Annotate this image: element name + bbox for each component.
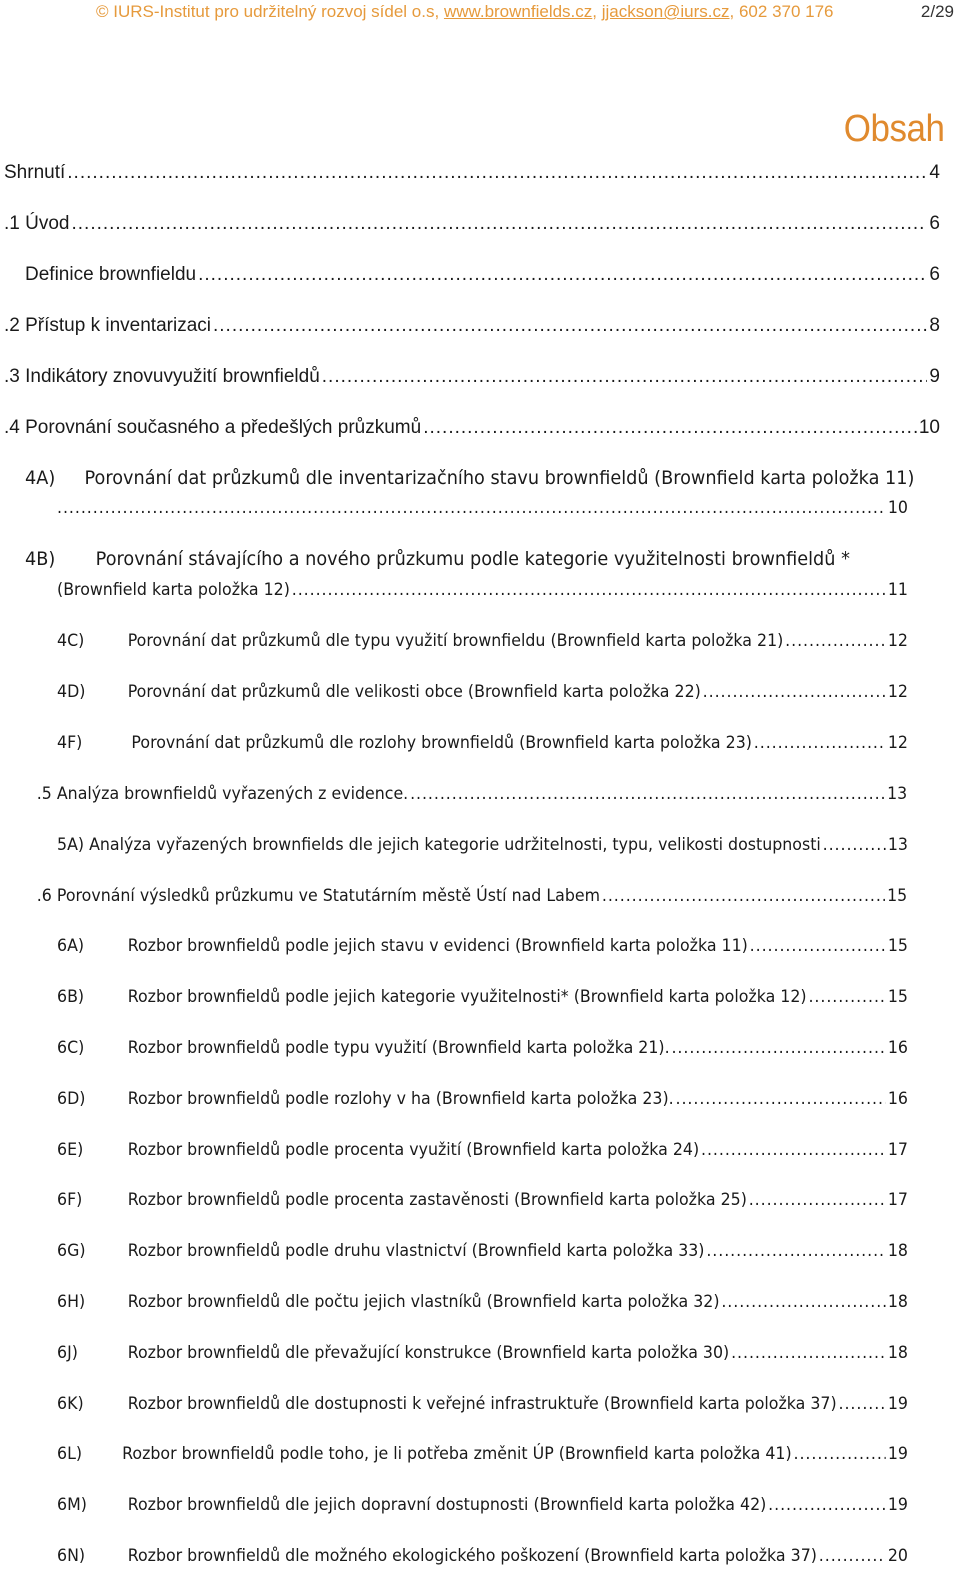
toc-entry[interactable] — [4, 415, 940, 443]
toc-entry-page: 10 — [887, 498, 908, 518]
toc-entry-code: 6N) — [57, 1546, 86, 1566]
toc-entry-page: 12 — [887, 631, 908, 651]
toc-entry-page: 4 — [929, 162, 940, 183]
toc-leader — [71, 211, 927, 237]
toc-leader — [750, 933, 886, 959]
toc-entry-page: 19 — [887, 1495, 908, 1515]
toc-entry-page: 6 — [929, 213, 940, 234]
toc-entry-code: 6F) — [57, 1190, 83, 1210]
toc-entry-page: 12 — [887, 733, 908, 753]
toc-leader — [703, 679, 886, 705]
toc-entry[interactable] — [57, 1238, 908, 1266]
toc-entry-text: .2 Přístup k inventarizaci — [4, 315, 211, 336]
toc-entry-text: .3 Indikátory znovuvyužití brownfieldů — [4, 366, 320, 387]
toc-entry-page: 8 — [929, 315, 940, 336]
toc-leader — [706, 1238, 886, 1264]
toc-entry-code: 4B) — [25, 548, 56, 570]
toc-entry-code: 4C) — [57, 631, 85, 651]
toc-entry-text: Rozbor brownfieldů podle typu využití (Brownfield karta položka 21). — [127, 1038, 670, 1058]
toc-leader — [793, 1441, 885, 1467]
toc-entry-text: 5A) Analýza vyřazených brownfields dle jejich kategorie udržitelnosti, typu, velikosti dostupnosti — [57, 835, 821, 855]
toc-entry[interactable] — [4, 160, 940, 188]
toc-entry-code: 6A) — [57, 936, 85, 956]
toc-entry-page: 18 — [887, 1343, 908, 1363]
toc-entry-page: 13 — [887, 784, 908, 804]
toc-entry[interactable] — [4, 364, 940, 392]
toc-entry-page: 15 — [887, 987, 908, 1007]
toc-entry-text: Rozbor brownfieldů podle toho, je li potřeba změnit ÚP (Brownfield karta položka 41) — [122, 1444, 792, 1464]
toc-leader — [701, 1137, 886, 1163]
toc-entry-code: 6G) — [57, 1241, 86, 1261]
toc-entry[interactable] — [57, 984, 908, 1012]
toc-leader — [198, 262, 927, 288]
toc-leader — [731, 1340, 886, 1366]
toc-entry-page: 17 — [887, 1190, 908, 1210]
page-header — [0, 0, 960, 28]
toc-entry-4b-line2[interactable] — [57, 577, 908, 605]
toc-entry-code: 6L) — [57, 1444, 83, 1464]
toc-entry[interactable] — [25, 262, 940, 290]
toc-entry-page: 12 — [887, 682, 908, 702]
toc-entry-code: 6K) — [57, 1394, 84, 1414]
toc-leader — [292, 577, 886, 603]
toc-entry-text: Porovnání dat průzkumů dle rozlohy brownfieldů (Brownfield karta položka 23) — [131, 733, 752, 753]
toc-entry-code: 6E) — [57, 1140, 84, 1160]
toc-entry[interactable] — [57, 679, 908, 707]
toc-leader — [823, 832, 886, 858]
toc-leader — [819, 1543, 886, 1569]
header-info: © IURS-Institut pro udržitelný rozvoj sídel o.s, www.brownfields.cz, jjackson@iurs.cz, 602 370 176 — [96, 2, 834, 21]
toc-entry-code: 6C) — [57, 1038, 85, 1058]
toc-entry[interactable] — [37, 883, 907, 911]
toc-entry[interactable] — [57, 1086, 908, 1114]
toc-entry-text: Rozbor brownfieldů dle počtu jejich vlastníků (Brownfield karta položka 32) — [127, 1292, 720, 1312]
toc-leader — [423, 415, 917, 441]
toc-entry-text: Rozbor brownfieldů podle procenta využití (Brownfield karta položka 24) — [127, 1140, 700, 1160]
toc-entry-code: 6H) — [57, 1292, 86, 1312]
toc-leader — [839, 1391, 886, 1417]
toc-leader — [671, 1035, 886, 1061]
copyright-text: © IURS-Institut pro udržitelný rozvoj sídel o.s, — [96, 2, 440, 21]
toc-entry-text: Rozbor brownfieldů podle procenta zastavěnosti (Brownfield karta položka 25) — [127, 1190, 747, 1210]
toc-leader — [67, 160, 927, 186]
toc-entry-code: 4A) — [25, 467, 56, 489]
toc-entry-code: 6B) — [57, 987, 85, 1007]
toc-entry-code: 6D) — [57, 1089, 86, 1109]
toc-entry-page: 15 — [887, 936, 908, 956]
toc-entry-text: .5 Analýza brownfieldů vyřazených z evidence. — [36, 784, 409, 804]
toc-entry-page: 16 — [887, 1038, 908, 1058]
toc-entry[interactable] — [57, 832, 908, 860]
toc-entry-text: Shrnutí — [4, 162, 66, 183]
toc-entry[interactable] — [57, 1187, 908, 1215]
toc-entry[interactable] — [57, 1391, 908, 1419]
toc-leader — [785, 628, 886, 654]
toc-entry-text: Porovnání dat průzkumů dle velikosti obce (Brownfield karta položka 22) — [127, 682, 701, 702]
toc-entry[interactable] — [57, 1441, 908, 1469]
toc-entry-page: 15 — [887, 886, 908, 906]
toc-entry-page: 20 — [887, 1546, 908, 1566]
toc-entry-code: 4D) — [57, 682, 86, 702]
toc-entry-text: Definice brownfieldu — [25, 264, 197, 285]
toc-entry-page: 13 — [887, 835, 908, 855]
site-link[interactable]: www.brownfields.cz — [443, 2, 593, 21]
page-indicator: 2/29 — [920, 2, 954, 21]
toc-entry-text: .1 Úvod — [4, 213, 70, 234]
toc-entry-text: Rozbor brownfieldů podle druhu vlastnictví (Brownfield karta položka 33) — [127, 1241, 705, 1261]
toc-entry-text: Porovnání dat průzkumů dle typu využití brownfieldu (Brownfield karta položka 21) — [127, 631, 784, 651]
toc-entry-text: Rozbor brownfieldů dle převažující konstrukce (Brownfield karta položka 30) — [127, 1343, 730, 1363]
toc-leader — [676, 1086, 886, 1112]
toc-entry-code: 6M) — [57, 1495, 87, 1515]
toc-entry-page: 16 — [887, 1089, 908, 1109]
toc-entry-page: 19 — [887, 1394, 908, 1414]
toc-entry[interactable] — [57, 730, 908, 758]
toc-entry-page: 9 — [929, 366, 940, 387]
toc-entry-page: 10 — [918, 417, 940, 438]
toc-entry[interactable] — [4, 313, 940, 341]
toc-entry-text-continued: (Brownfield karta položka 12) — [57, 580, 290, 600]
toc-entry-4a-line2[interactable] — [57, 495, 908, 523]
toc-entry-text: .6 Porovnání výsledků průzkumu ve Statutárním městě Ústí nad Labem — [36, 886, 601, 906]
toc-entry-text: Porovnání dat průzkumů dle inventarizačního stavu brownfieldů (Brownfield karta položka 11) — [84, 467, 915, 489]
toc-entry-code: 4F) — [57, 733, 83, 753]
toc-entry[interactable] — [57, 1492, 908, 1520]
toc-entry-4b-line1[interactable] — [25, 546, 850, 572]
toc-entry[interactable] — [57, 1543, 908, 1571]
toc-entry[interactable] — [57, 1137, 908, 1165]
toc-leader — [721, 1289, 886, 1315]
toc-entry-code: 6J) — [57, 1343, 78, 1363]
toc-entry-text: Rozbor brownfieldů dle jejich dopravní dostupnosti (Brownfield karta položka 42) — [127, 1495, 767, 1515]
toc-leader — [57, 495, 886, 521]
toc-entry-page: 6 — [929, 264, 940, 285]
toc-entry-text: Rozbor brownfieldů dle možného ekologického poškození (Brownfield karta položka 37) — [127, 1546, 817, 1566]
toc-entry-text: Rozbor brownfieldů podle rozlohy v ha (Brownfield karta položka 23). — [127, 1089, 674, 1109]
toc-entry[interactable] — [57, 1035, 908, 1063]
toc-entry-page: 19 — [887, 1444, 908, 1464]
toc-entry[interactable] — [57, 1340, 908, 1368]
toc-entry-text: Porovnání stávajícího a nového průzkumu podle kategorie využitelnosti brownfieldů * — [95, 548, 850, 570]
toc-entry-text: .4 Porovnání současného a předešlých průzkumů — [4, 417, 422, 438]
email-link[interactable]: jjackson@iurs.cz — [601, 2, 730, 21]
toc-entry[interactable] — [4, 211, 940, 239]
toc-entry-page: 11 — [887, 580, 908, 600]
toc-leader — [768, 1492, 886, 1518]
toc-leader — [602, 883, 885, 909]
toc-entry-page: 18 — [887, 1241, 908, 1261]
toc-leader — [808, 984, 886, 1010]
toc-leader — [213, 313, 927, 339]
toc-entry[interactable] — [57, 933, 908, 961]
toc-entry-text: Rozbor brownfieldů podle jejich stavu v evidenci (Brownfield karta položka 11) — [127, 936, 748, 956]
toc-entry[interactable] — [57, 1289, 908, 1317]
toc-leader — [410, 781, 885, 807]
toc-entry[interactable] — [37, 781, 907, 809]
toc-leader — [749, 1187, 886, 1213]
toc-entry-page: 17 — [887, 1140, 908, 1160]
toc-entry-text: Rozbor brownfieldů podle jejich kategorie využitelnosti* (Brownfield karta položka 12) — [127, 987, 807, 1007]
toc-leader — [754, 730, 886, 756]
toc-entry-4a-line1[interactable] — [25, 465, 914, 491]
phone-text: , 602 370 176 — [729, 2, 834, 21]
toc-leader — [322, 364, 928, 390]
toc-entry-page: 18 — [887, 1292, 908, 1312]
toc-title: Obsah — [843, 108, 944, 150]
toc-entry[interactable] — [57, 628, 908, 656]
toc-entry-text: Rozbor brownfieldů dle dostupnosti k veřejné infrastruktuře (Brownfield karta položka 37) — [127, 1394, 837, 1414]
